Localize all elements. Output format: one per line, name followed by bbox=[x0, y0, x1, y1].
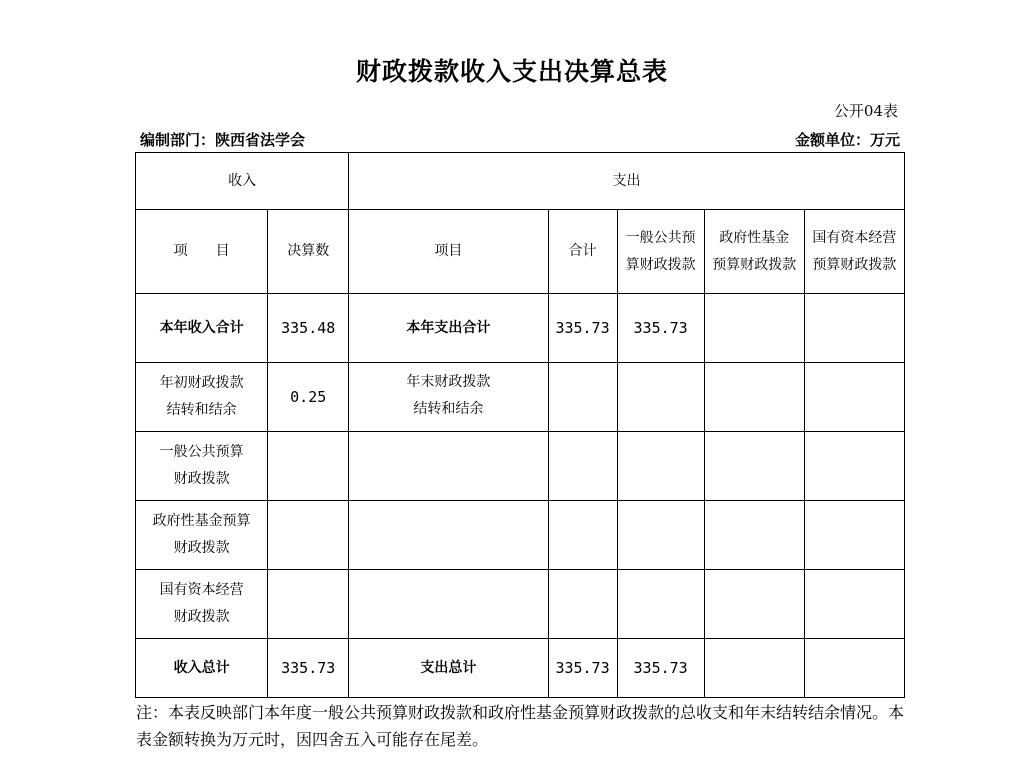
row-total bbox=[548, 363, 617, 432]
row-state-capital bbox=[804, 432, 904, 501]
row-gov-fund bbox=[704, 294, 804, 363]
col-header-general-line2: 算财政拨款 bbox=[625, 256, 696, 273]
row-amount: 0.25 bbox=[268, 363, 349, 432]
row-state-capital bbox=[804, 570, 904, 639]
row-expense-item bbox=[349, 570, 548, 639]
row-expense-item: 支出总计 bbox=[349, 639, 548, 698]
col-header-general-budget bbox=[617, 210, 704, 294]
col-header-general-line1: 一般公共预 bbox=[625, 229, 696, 246]
row-item-line2: 财政拨款 bbox=[173, 540, 230, 556]
row-state-capital bbox=[804, 501, 904, 570]
row-item bbox=[136, 501, 268, 570]
row-total: 335.73 bbox=[548, 639, 617, 698]
table-row bbox=[136, 363, 905, 432]
row-total bbox=[548, 432, 617, 501]
form-number: 公开04表 bbox=[833, 102, 898, 120]
row-expense-item-line1: 年末财政拨款 bbox=[406, 374, 491, 390]
col-header-gov-fund bbox=[704, 210, 804, 294]
col-header-amount: 决算数 bbox=[268, 210, 349, 294]
group-header-row bbox=[136, 153, 905, 210]
row-item-line2: 财政拨款 bbox=[173, 609, 230, 625]
col-header-gov-fund-line2: 预算财政拨款 bbox=[712, 256, 797, 273]
row-gov-fund bbox=[704, 363, 804, 432]
col-header-total: 合计 bbox=[548, 210, 617, 294]
table-row bbox=[136, 570, 905, 639]
row-item-line2: 财政拨款 bbox=[173, 471, 230, 487]
income-group-header: 收入 bbox=[136, 153, 349, 210]
row-gov-fund bbox=[704, 639, 804, 698]
row-general: 335.73 bbox=[617, 294, 704, 363]
row-total bbox=[548, 570, 617, 639]
table-row bbox=[136, 501, 905, 570]
row-general bbox=[617, 501, 704, 570]
row-amount: 335.73 bbox=[268, 639, 349, 698]
row-amount bbox=[268, 570, 349, 639]
row-general bbox=[617, 570, 704, 639]
col-header-gov-fund-line1: 政府性基金 bbox=[719, 229, 790, 246]
col-header-expense-item: 项目 bbox=[349, 210, 548, 294]
department-label: 编制部门：陕西省法学会 bbox=[140, 131, 306, 149]
row-item-line2: 结转和结余 bbox=[166, 402, 237, 418]
row-expense-item bbox=[349, 363, 548, 432]
amount-unit-label: 金额单位：万元 bbox=[794, 131, 900, 149]
expense-group-header: 支出 bbox=[349, 153, 905, 210]
row-gov-fund bbox=[704, 501, 804, 570]
col-header-state-capital-line2: 预算财政拨款 bbox=[812, 256, 897, 273]
row-total: 335.73 bbox=[548, 294, 617, 363]
row-item: 收入总计 bbox=[136, 639, 268, 698]
row-amount: 335.48 bbox=[268, 294, 349, 363]
row-item bbox=[136, 363, 268, 432]
col-header-state-capital-line1: 国有资本经营 bbox=[812, 229, 897, 246]
col-header-state-capital bbox=[804, 210, 904, 294]
row-item-line1: 年初财政拨款 bbox=[159, 375, 244, 391]
footnote: 注：本表反映部门本年度一般公共预算财政拨款和政府性基金预算财政拨款的总收支和年末结转结余情况。本表金额转换为万元时，因四舍五入可能存在尾差。 bbox=[136, 703, 905, 749]
row-expense-item bbox=[349, 501, 548, 570]
row-state-capital bbox=[804, 639, 904, 698]
row-expense-item: 本年支出合计 bbox=[349, 294, 548, 363]
row-item-line1: 国有资本经营 bbox=[159, 582, 244, 598]
row-state-capital bbox=[804, 294, 904, 363]
row-item-line1: 政府性基金预算 bbox=[152, 513, 251, 529]
row-amount bbox=[268, 432, 349, 501]
row-general bbox=[617, 432, 704, 501]
row-item bbox=[136, 432, 268, 501]
table-row bbox=[136, 294, 905, 363]
table-row bbox=[136, 432, 905, 501]
row-item: 本年收入合计 bbox=[136, 294, 268, 363]
col-header-item: 项 目 bbox=[136, 210, 268, 294]
row-item bbox=[136, 570, 268, 639]
row-gov-fund bbox=[704, 432, 804, 501]
budget-summary-table bbox=[135, 152, 905, 698]
page-title: 财政拨款收入支出决算总表 bbox=[355, 57, 668, 86]
row-total bbox=[548, 501, 617, 570]
row-amount bbox=[268, 501, 349, 570]
row-item-line1: 一般公共预算 bbox=[159, 444, 244, 460]
row-state-capital bbox=[804, 363, 904, 432]
row-general bbox=[617, 363, 704, 432]
row-general: 335.73 bbox=[617, 639, 704, 698]
table-row bbox=[136, 639, 905, 698]
row-expense-item bbox=[349, 432, 548, 501]
column-header-row bbox=[136, 210, 905, 294]
row-gov-fund bbox=[704, 570, 804, 639]
row-expense-item-line2: 结转和结余 bbox=[413, 401, 484, 417]
